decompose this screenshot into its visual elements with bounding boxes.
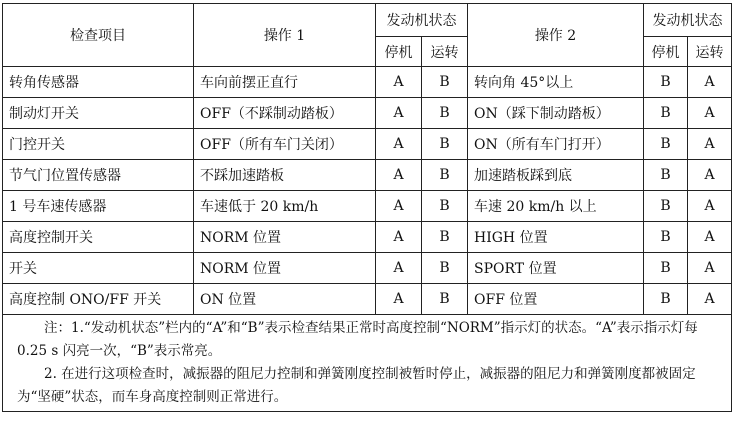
- cell-op1: OFF（所有车门关闭）: [194, 129, 376, 160]
- cell-stop-2: B: [644, 160, 688, 191]
- cell-run-1: B: [422, 129, 468, 160]
- cell-stop-1: A: [376, 191, 422, 222]
- cell-stop-1: A: [376, 253, 422, 284]
- cell-op2: HIGH 位置: [468, 222, 644, 253]
- cell-stop-1: A: [376, 67, 422, 98]
- cell-op2: ON（所有车门打开）: [468, 129, 644, 160]
- table-row: [3, 67, 732, 98]
- cell-run-2: A: [688, 222, 732, 253]
- header-op1: 操作 1: [194, 4, 376, 67]
- cell-run-1: B: [422, 160, 468, 191]
- table-row: [3, 253, 732, 284]
- cell-item: 开关: [3, 253, 194, 284]
- header-row-1: [3, 4, 732, 37]
- cell-run-2: A: [688, 160, 732, 191]
- header-engine-state-1: 发动机状态: [376, 4, 468, 37]
- cell-stop-2: B: [644, 222, 688, 253]
- cell-op1: ON 位置: [194, 284, 376, 315]
- cell-stop-1: A: [376, 222, 422, 253]
- cell-item: 1 号车速传感器: [3, 191, 194, 222]
- cell-stop-2: B: [644, 98, 688, 129]
- header-run-2: 运转: [688, 37, 732, 67]
- header-op2: 操作 2: [468, 4, 644, 67]
- note-2: 2. 在进行这项检查时，减振器的阻尼力控制和弹簧刚度控制被暂时停止，减振器的阻尼力和弹簧刚度都被固定为“坚硬”状态，而车身高度控制则正常进行。: [17, 366, 696, 405]
- cell-item: 节气门位置传感器: [3, 160, 194, 191]
- cell-item: 制动灯开关: [3, 98, 194, 129]
- header-stop-1: 停机: [376, 37, 422, 67]
- cell-op2: 转向角 45°以上: [468, 67, 644, 98]
- cell-op2: ON（踩下制动踏板）: [468, 98, 644, 129]
- header-item: 检查项目: [3, 4, 194, 67]
- cell-stop-2: B: [644, 284, 688, 315]
- cell-run-2: A: [688, 67, 732, 98]
- cell-op2: SPORT 位置: [468, 253, 644, 284]
- cell-stop-1: A: [376, 160, 422, 191]
- note-1: 注：1.“发动机状态”栏内的“A”和“B”表示检查结果正常时高度控制“NORM”指示灯的状态。“A”表示指示灯每 0.25 s 闪亮一次，“B”表示常亮。: [17, 320, 698, 359]
- cell-op1: OFF（不踩制动踏板）: [194, 98, 376, 129]
- table-row: [3, 284, 732, 315]
- cell-run-1: B: [422, 284, 468, 315]
- cell-op2: OFF 位置: [468, 284, 644, 315]
- cell-run-2: A: [688, 98, 732, 129]
- cell-op2: 车速 20 km/h 以上: [468, 191, 644, 222]
- header-run-1: 运转: [422, 37, 468, 67]
- cell-op1: NORM 位置: [194, 222, 376, 253]
- header-engine-state-2: 发动机状态: [644, 4, 732, 37]
- cell-stop-2: B: [644, 67, 688, 98]
- table-row: [3, 129, 732, 160]
- notes-cell: [3, 315, 732, 412]
- table-row: [3, 98, 732, 129]
- cell-run-1: B: [422, 222, 468, 253]
- table-row: [3, 191, 732, 222]
- cell-stop-1: A: [376, 98, 422, 129]
- cell-stop-1: A: [376, 284, 422, 315]
- cell-op1: 车向前摆正直行: [194, 67, 376, 98]
- cell-op1: NORM 位置: [194, 253, 376, 284]
- cell-item: 高度控制开关: [3, 222, 194, 253]
- table-row: [3, 160, 732, 191]
- cell-stop-1: A: [376, 129, 422, 160]
- cell-run-1: B: [422, 98, 468, 129]
- cell-stop-2: B: [644, 253, 688, 284]
- cell-op1: 不踩加速踏板: [194, 160, 376, 191]
- cell-item: 门控开关: [3, 129, 194, 160]
- cell-run-2: A: [688, 284, 732, 315]
- cell-stop-2: B: [644, 191, 688, 222]
- cell-op2: 加速踏板踩到底: [468, 160, 644, 191]
- cell-item: 转角传感器: [3, 67, 194, 98]
- table-row: [3, 222, 732, 253]
- cell-run-1: B: [422, 253, 468, 284]
- inspection-table: [2, 3, 732, 412]
- cell-op1: 车速低于 20 km/h: [194, 191, 376, 222]
- cell-run-2: A: [688, 191, 732, 222]
- cell-run-2: A: [688, 129, 732, 160]
- cell-stop-2: B: [644, 129, 688, 160]
- cell-run-2: A: [688, 253, 732, 284]
- header-stop-2: 停机: [644, 37, 688, 67]
- cell-run-1: B: [422, 191, 468, 222]
- cell-item: 高度控制 ONO/FF 开关: [3, 284, 194, 315]
- notes-row: [3, 315, 732, 412]
- cell-run-1: B: [422, 67, 468, 98]
